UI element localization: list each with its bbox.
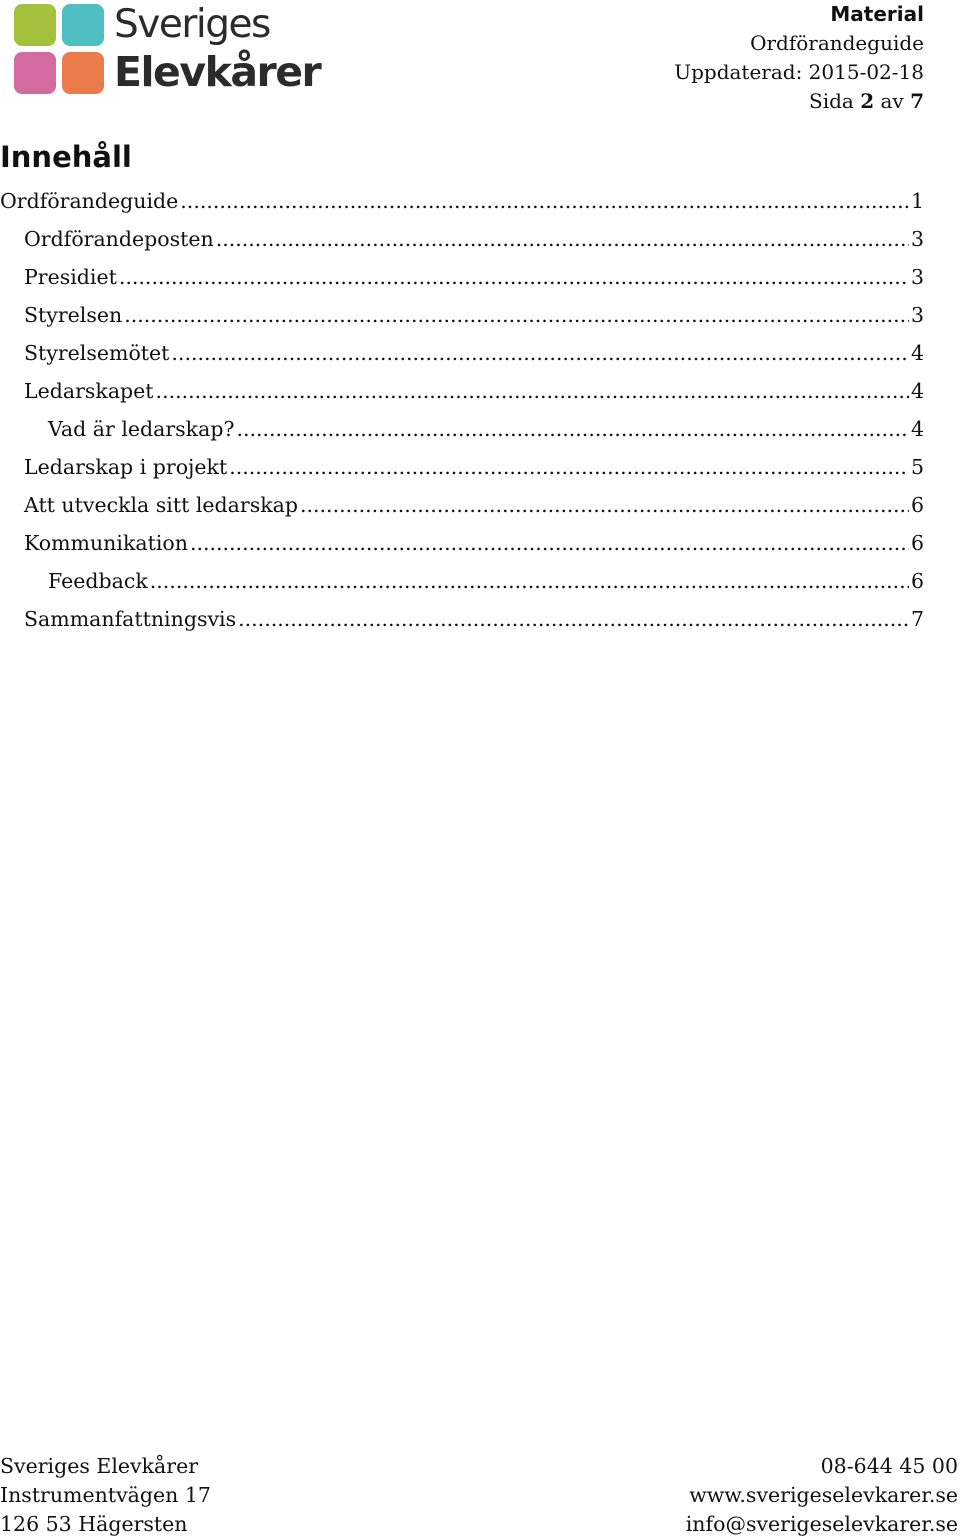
logo-square-green	[14, 4, 56, 46]
toc-entry-page: 3	[910, 227, 924, 251]
page-prefix: Sida	[809, 89, 854, 113]
toc-entry-title: Kommunikation	[24, 531, 188, 555]
toc-entry[interactable]	[0, 260, 924, 298]
toc-entry[interactable]	[0, 336, 924, 374]
toc-entry-title: Ordförandeguide	[0, 189, 179, 213]
page-separator: av	[880, 89, 904, 113]
logo-text-line2: Elevkårer	[114, 48, 321, 96]
logo-square-teal	[62, 4, 104, 46]
toc-entry-title: Feedback	[48, 569, 148, 593]
toc-entry-title: Ordförandeposten	[24, 227, 214, 251]
toc-dot-leader	[229, 450, 909, 484]
toc-entry-page: 1	[910, 189, 924, 213]
footer-street: Instrumentvägen 17	[0, 1483, 211, 1507]
toc-dot-leader	[156, 374, 909, 408]
toc-entry-page: 6	[910, 569, 924, 593]
toc-dot-leader	[180, 184, 909, 218]
toc-dot-leader	[124, 298, 909, 332]
toc-entry-page: 6	[910, 531, 924, 555]
header-doc-title: Ordförandeguide	[750, 31, 924, 55]
toc-entry-title: Ledarskapet	[24, 379, 154, 403]
toc-entry[interactable]	[0, 526, 924, 564]
toc-entry[interactable]	[0, 222, 924, 260]
toc-entry[interactable]	[0, 450, 924, 488]
header-page-number	[674, 87, 924, 116]
toc-entry-page: 4	[910, 417, 924, 441]
logo-square-pink	[14, 52, 56, 94]
page-current: 2	[860, 89, 875, 113]
toc-entry-page: 3	[910, 265, 924, 289]
toc-entry-page: 6	[910, 493, 924, 517]
toc-entry-title: Att utveckla sitt ledarskap	[24, 493, 298, 517]
logo-text-line1: Sveriges	[114, 2, 270, 47]
toc-dot-leader	[150, 564, 909, 598]
page-total: 7	[910, 89, 924, 113]
toc-entry-page: 4	[910, 341, 924, 365]
toc-entry-title: Styrelsemötet	[24, 341, 170, 365]
organization-logo	[14, 2, 321, 96]
toc-entry-title: Ledarskap i projekt	[24, 455, 228, 479]
footer-org-name: Sveriges Elevkårer	[0, 1454, 199, 1478]
toc-entry[interactable]	[0, 298, 924, 336]
footer-address	[0, 1452, 211, 1539]
header-label: Material	[830, 2, 924, 26]
toc-dot-leader	[236, 412, 909, 446]
toc-entry-page: 5	[910, 455, 924, 479]
toc-entry[interactable]	[0, 488, 924, 526]
toc-dot-leader	[119, 260, 909, 294]
logo-square-orange	[62, 52, 104, 94]
toc-entry[interactable]	[0, 564, 924, 602]
footer-phone: 08-644 45 00	[820, 1454, 958, 1478]
toc-entry-title: Presidiet	[24, 265, 117, 289]
toc-entry-title: Vad är ledarskap?	[48, 417, 235, 441]
toc-entry[interactable]	[0, 184, 924, 222]
toc-entry-title: Styrelsen	[24, 303, 123, 327]
page-header	[674, 0, 924, 116]
toc-entry[interactable]	[0, 602, 924, 640]
footer-contact	[686, 1452, 958, 1539]
toc-dot-leader	[216, 222, 909, 256]
toc-entry-page: 4	[910, 379, 924, 403]
toc-entry[interactable]	[0, 412, 924, 450]
toc-dot-leader	[300, 488, 909, 522]
footer-email-link[interactable]: info@sverigeselevkarer.se	[685, 1512, 958, 1536]
toc-heading: Innehåll	[0, 140, 132, 174]
table-of-contents	[0, 184, 924, 640]
toc-entry-page: 7	[910, 607, 924, 631]
toc-entry[interactable]	[0, 374, 924, 412]
footer-city: 126 53 Hägersten	[0, 1512, 188, 1536]
toc-dot-leader	[238, 602, 909, 636]
toc-entry-page: 3	[910, 303, 924, 327]
toc-dot-leader	[171, 336, 909, 370]
header-updated-date: Uppdaterad: 2015-02-18	[674, 60, 924, 84]
toc-dot-leader	[190, 526, 909, 560]
toc-entry-title: Sammanfattningsvis	[24, 607, 237, 631]
footer-website-link[interactable]: www.sverigeselevkarer.se	[689, 1483, 958, 1507]
